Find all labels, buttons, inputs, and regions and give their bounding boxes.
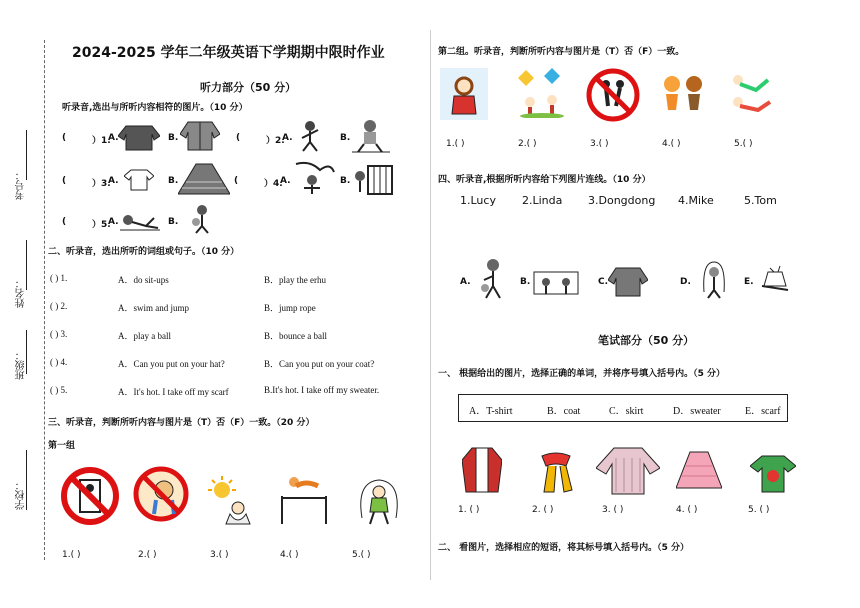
s2-item-5-b: B.It's hot. I take off my sweater. [264, 385, 380, 395]
s2-item-2-num: ( ) 2. [50, 301, 68, 311]
girl-jumping-rope-icon [352, 474, 406, 528]
sit-ups-icon [120, 210, 160, 232]
pink-skirt-icon [676, 448, 722, 492]
no-climbing-sign-icon [60, 466, 120, 526]
kid-under-tree-icon [290, 160, 336, 196]
s1-item-2-a: A. [282, 133, 293, 143]
school-line [26, 450, 27, 510]
boy-ball-icon [190, 204, 214, 234]
word-option-c: C．skirt [609, 406, 644, 417]
boy-jumping-icon [350, 118, 390, 154]
w2-instruction: 二、 看图片，选择相应的短语，将其标号填入括号内。（5 分） [438, 543, 690, 553]
column-divider [430, 30, 431, 580]
s2-item-3-num: ( ) 3. [50, 329, 68, 339]
s1-item-5-b: B. [168, 217, 179, 227]
page-title: 2024-2025 学年二年级英语下学期期中限时作业 [72, 45, 385, 61]
s4-letter-c: C. [598, 277, 609, 287]
s4-name-3: 3.Dongdong [588, 194, 656, 207]
s4-instruction: 四、听录音,根据所听内容给下列图片连线。（10 分） [438, 175, 651, 185]
name-line [26, 240, 27, 290]
w1-blank-5[interactable]: 5. ( ) [748, 505, 770, 515]
class-line [26, 330, 27, 374]
group1-label: 第一组 [48, 441, 76, 451]
group1-blank-2[interactable]: 2.( ) [138, 550, 157, 560]
s4-letter-a: A. [460, 277, 471, 287]
s1-item-3-b: B. [168, 176, 179, 186]
s1-item-2-paren: ( [236, 133, 241, 143]
jump-rope-kid-icon [700, 260, 728, 300]
s2-instruction: 二、听录音，选出所听的词组或句子。（10 分） [48, 247, 240, 257]
s3-instruction: 三、听录音，判断所听内容与图片是（T）否（F）一致。（20 分） [48, 418, 315, 428]
sun-and-girl-icon [202, 474, 258, 528]
no-pushing-sign-icon [586, 68, 640, 122]
no-boy-sign-icon [132, 466, 190, 522]
kid-climbing-icon [350, 164, 394, 196]
hat-icon [760, 264, 790, 296]
s2-item-2-b: B．jump rope [264, 303, 316, 313]
pink-sweater-icon [596, 444, 660, 496]
word-bank-box [458, 394, 788, 422]
group1-blank-3[interactable]: 3.( ) [210, 550, 229, 560]
s2-item-2-a: A．swim and jump [118, 303, 189, 313]
red-scarf-icon [536, 450, 576, 494]
s2-item-1-a: A．do sit-ups [118, 275, 169, 285]
s4-letter-b: B. [520, 277, 531, 287]
skirt-icon [178, 162, 230, 196]
s1-item-2-num: ）2. [266, 136, 285, 146]
s2-item-5-num: ( ) 5. [50, 385, 68, 395]
high-jump-icon [276, 470, 332, 526]
s1-item-1-paren: ( [62, 133, 67, 143]
s2-item-5-a: A．It's hot. I take off my scarf [118, 387, 229, 397]
s1-item-3-a: A. [108, 176, 119, 186]
s4-name-2: 2.Linda [522, 194, 563, 207]
group1-blank-5[interactable]: 5.( ) [352, 550, 371, 560]
s4-letter-d: D. [680, 277, 691, 287]
group2-blank-4[interactable]: 4.( ) [662, 139, 681, 149]
word-option-d: D．sweater [673, 406, 721, 417]
animals-dancing-icon [660, 70, 706, 118]
class-label: 班级： [16, 350, 27, 380]
group1-blank-1[interactable]: 1.( ) [62, 550, 81, 560]
group2-blank-1[interactable]: 1.( ) [446, 139, 465, 149]
s4-letter-e: E. [744, 277, 754, 287]
school-label: 学校： [16, 480, 27, 510]
s1-item-2-b: B. [340, 133, 351, 143]
jacket-icon [180, 120, 220, 152]
boy-with-ball-icon [480, 258, 506, 300]
s1-item-3-num: ）3. [92, 179, 111, 189]
group2-blank-2[interactable]: 2.( ) [518, 139, 537, 149]
w1-instruction: 一、 根据给出的图片，选择正确的单词，并将序号填入括号内。（5 分） [438, 369, 726, 379]
written-header: 笔试部分（50 分） [598, 334, 695, 347]
boy-running-icon [298, 120, 322, 152]
s1-item-4-paren: ( [234, 176, 239, 186]
s2-item-1-num: ( ) 1. [50, 273, 68, 283]
sweater-outline-icon [608, 266, 648, 298]
s4-name-5: 5.Tom [744, 194, 777, 207]
s1-item-5-num: ）5. [92, 220, 111, 230]
s1-item-5-paren: ( [62, 217, 67, 227]
s1-item-1-b: B. [168, 133, 179, 143]
s1-instruction: 听录音,选出与所听内容相符的图片。（10 分） [62, 103, 248, 113]
s2-item-4-num: ( ) 4. [50, 357, 68, 367]
s4-name-4: 4.Mike [678, 194, 714, 207]
word-option-e: E．scarf [745, 406, 781, 417]
s2-item-4-a: A．Can you put on your hat? [118, 359, 225, 369]
group2-instruction: 第二组。听录音，判断所听内容与图片是（T）否（F）一致。 [438, 47, 685, 57]
s1-item-1-a: A. [108, 133, 119, 143]
word-option-b: B．coat [547, 406, 581, 417]
w1-blank-3[interactable]: 3. ( ) [602, 505, 624, 515]
s1-item-3-paren: ( [62, 176, 67, 186]
girl-in-winter-icon [440, 68, 488, 120]
s1-item-1-num: ）1. [92, 136, 111, 146]
listening-header: 听力部分（50 分） [200, 81, 297, 94]
name-label: 姓名： [16, 278, 27, 308]
w1-blank-2[interactable]: 2. ( ) [532, 505, 554, 515]
s2-item-3-b: B．bounce a ball [264, 331, 327, 341]
s2-item-4-b: B．Can you put on your coat? [264, 359, 375, 369]
binding-line [44, 40, 45, 560]
exam-number-label: 考号： [16, 170, 27, 200]
s1-item-4-a: A. [280, 176, 291, 186]
w1-blank-1[interactable]: 1. ( ) [458, 505, 480, 515]
s2-item-3-a: A．play a ball [118, 331, 171, 341]
word-option-a: A．T-shirt [469, 406, 513, 417]
s4-name-1: 1.Lucy [460, 194, 496, 207]
group1-blank-4[interactable]: 4.( ) [280, 550, 299, 560]
s2-item-1-b: B．play the erhu [264, 275, 326, 285]
red-coat-icon [462, 444, 502, 496]
s1-item-4-num: ）4. [264, 179, 283, 189]
tshirt-icon [124, 168, 154, 192]
group2-blank-3[interactable]: 3.( ) [590, 139, 609, 149]
kids-flying-kites-icon [516, 66, 568, 118]
exam-number-line [26, 130, 27, 180]
kids-playing-icon [530, 264, 582, 300]
s1-item-5-a: A. [108, 217, 119, 227]
s1-item-4-b: B. [340, 176, 351, 186]
kids-doing-situps-icon [728, 70, 780, 116]
w1-blank-4[interactable]: 4. ( ) [676, 505, 698, 515]
sweater-icon [118, 122, 160, 152]
green-tshirt-icon [750, 454, 796, 494]
group2-blank-5[interactable]: 5.( ) [734, 139, 753, 149]
